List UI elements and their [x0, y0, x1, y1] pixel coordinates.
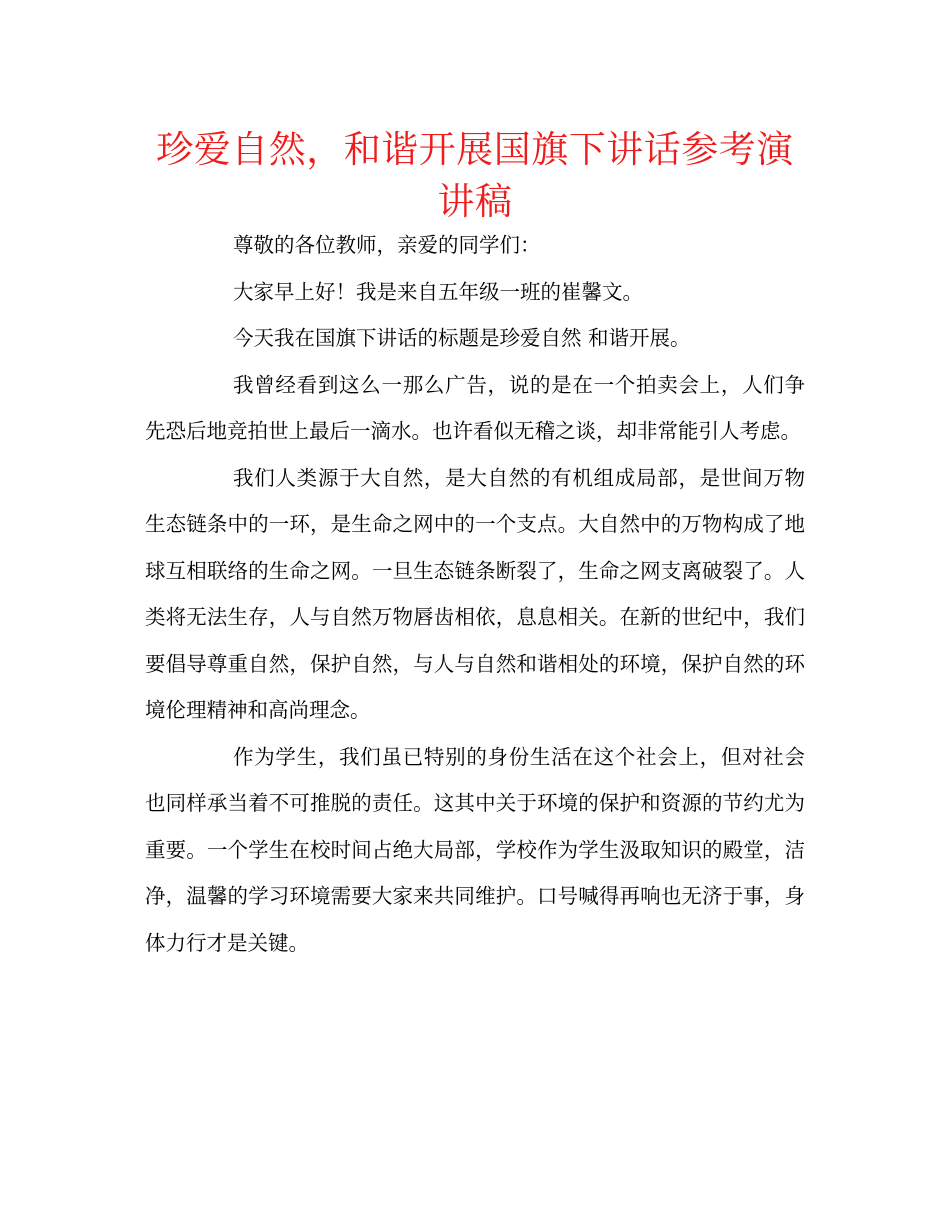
paragraph-nature: 我们人类源于大自然，是大自然的有机组成局部，是世间万物生态链条中的一环，是生命之网中的一个支点。大自然中的万物构成了地球互相联络的生命之网。一旦生态链条断裂了，生命之网支离破裂了。人类将无法生存，人与自然万物唇齿相依，息息相关。在新的世纪中，我们要倡导尊重自然，保护自然，与人与自然和谐相处的环境，保护自然的环境伦理精神和高尚理念。 [145, 465, 805, 722]
document-body [145, 222, 805, 966]
paragraph-intro: 大家早上好！我是来自五年级一班的崔馨文。 [233, 279, 643, 304]
paragraph-advertisement: 我曾经看到这么一那么广告，说的是在一个拍卖会上，人们争先恐后地竞拍世上最后一滴水。也许看似无稽之谈，却非常能引人考虑。 [145, 372, 805, 443]
paragraph-students: 作为学生，我们虽已特别的身份生活在这个社会上，但对社会也同样承当着不可推脱的责任。这其中关于环境的保护和资源的节约尤为重要。一个学生在校时间占绝大局部，学校作为学生汲取知识的殿堂，洁净，温馨的学习环境需要大家来共同维护。口号喊得再响也无济于事，身体力行才是关键。 [145, 744, 805, 955]
paragraph-greeting: 尊敬的各位教师，亲爱的同学们： [233, 233, 541, 257]
paragraph-topic: 今天我在国旗下讲话的标题是珍爱自然 和谐开展。 [233, 326, 691, 350]
document-title: 珍爱自然，和谐开展国旗下讲话参考演讲稿 [156, 128, 794, 223]
